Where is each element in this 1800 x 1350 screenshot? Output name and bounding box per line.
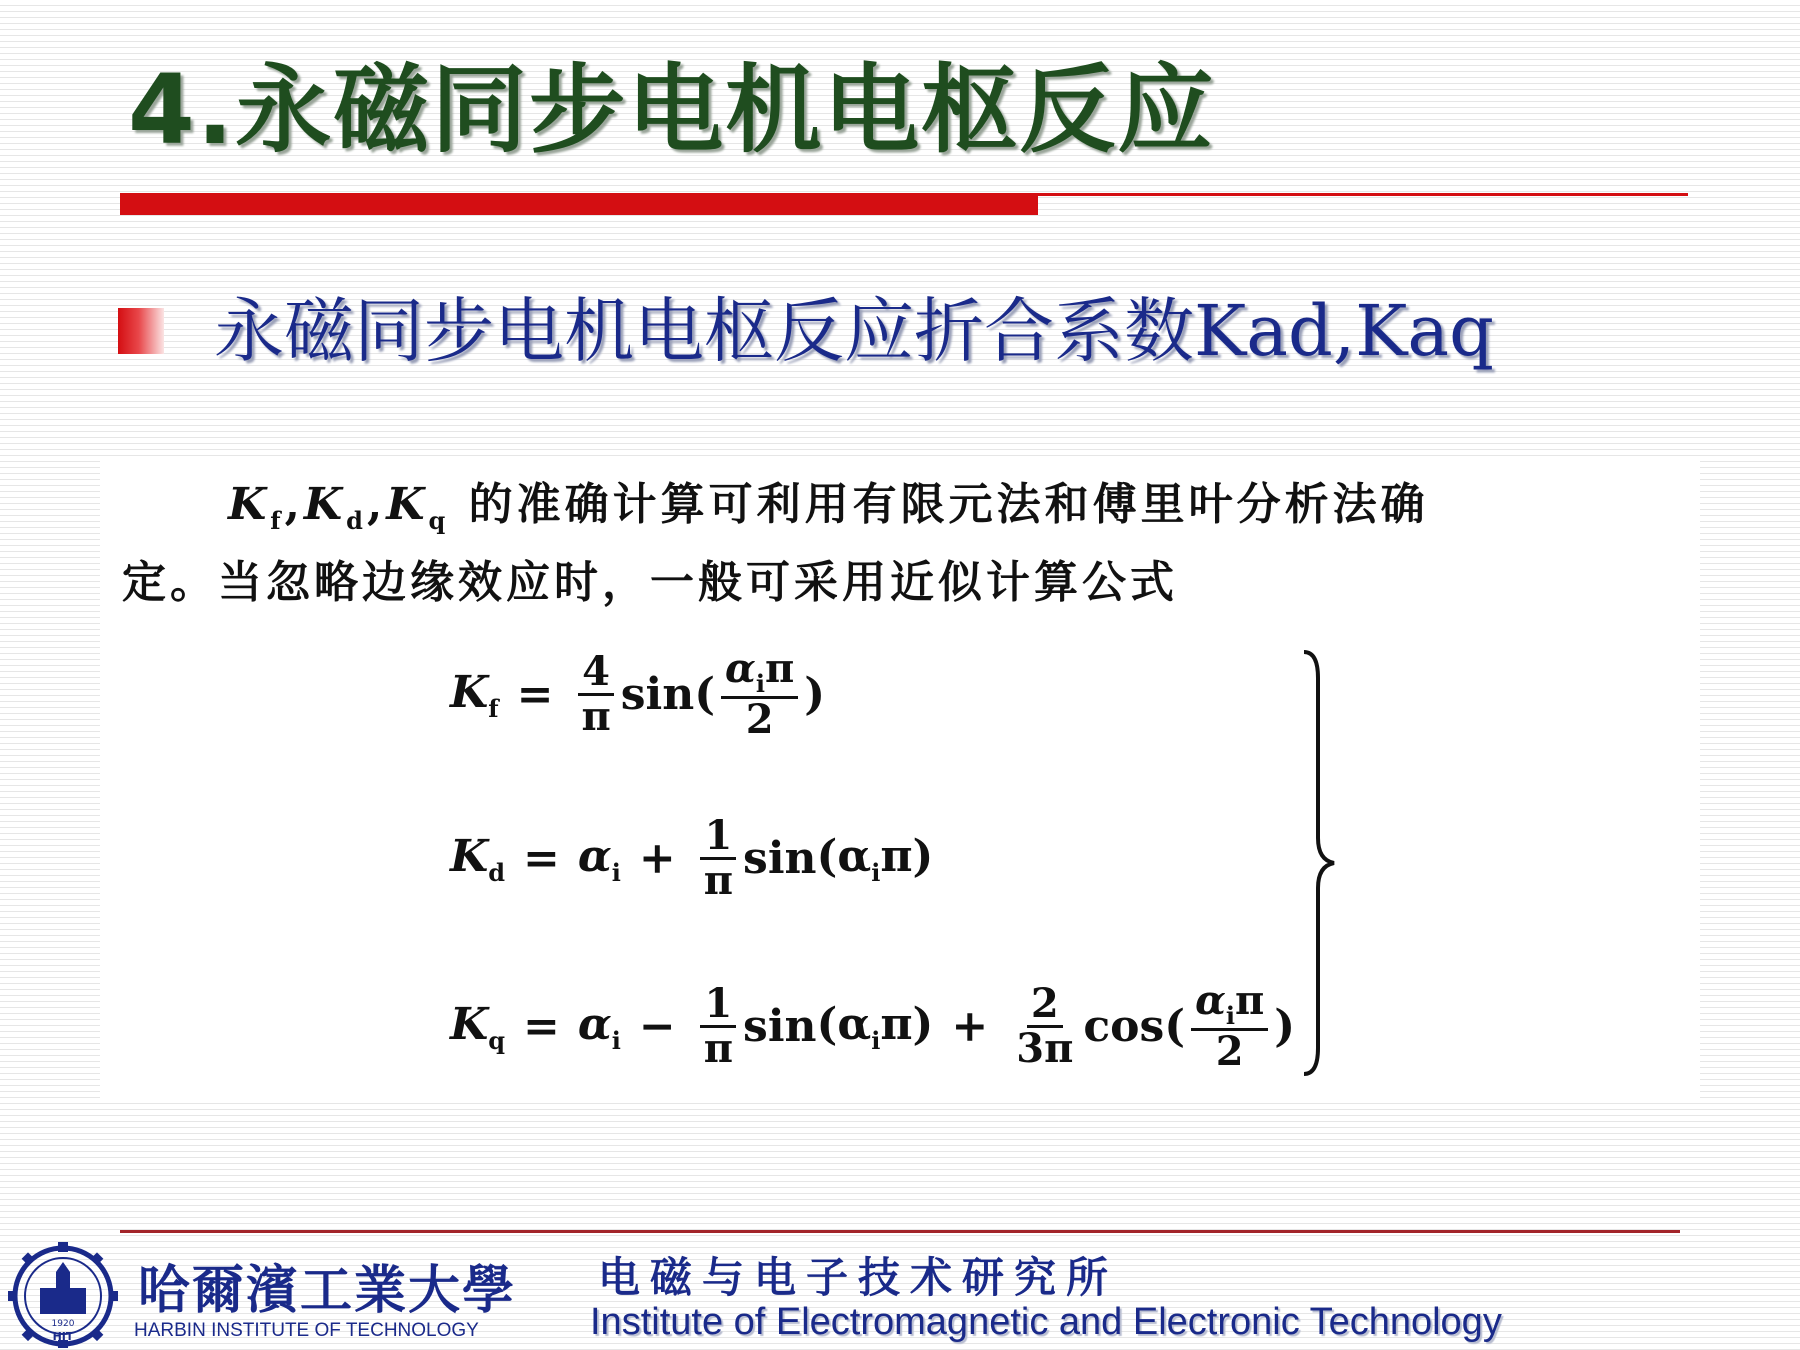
alpha-subscript: i [755, 669, 765, 698]
right-brace-icon [1300, 648, 1340, 1078]
denominator: 2 [745, 696, 774, 744]
function-name: sin [620, 669, 695, 721]
alpha-symbol: α [1195, 977, 1226, 1024]
formula-kd [450, 812, 934, 904]
fraction-argument [1191, 977, 1268, 1076]
plus-sign: + [951, 1001, 989, 1053]
symbol-kq [386, 479, 450, 535]
numerator [1191, 977, 1268, 1031]
formula-lhs [450, 831, 505, 887]
alpha-term [578, 999, 621, 1055]
function-name: sin [743, 1001, 817, 1053]
alpha-subscript: i [871, 1025, 881, 1055]
argument-close: π) [880, 830, 934, 882]
bullet-square-icon [118, 308, 164, 354]
denominator: π [703, 1025, 734, 1073]
symbol-k: K [386, 479, 429, 530]
symbol-k: K [228, 479, 271, 530]
alpha-subscript: i [871, 857, 881, 887]
equals-sign: = [523, 1001, 560, 1053]
bullet-text: 永磁同步电机电枢反应折合系数Kad,Kaq [214, 290, 1494, 372]
lhs-subscript: q [488, 1025, 506, 1055]
numerator: 1 [700, 983, 736, 1028]
numerator: 2 [1027, 983, 1063, 1028]
fraction-argument [721, 645, 798, 744]
denominator: 2 [1215, 1028, 1244, 1076]
numerator: 1 [700, 815, 736, 860]
plus-sign: + [638, 833, 676, 884]
paragraph-text-1: 的准确计算可利用有限元法和傅里叶分析法确 [468, 479, 1429, 530]
slide-title: 4.永磁同步电机电枢反应 [128, 54, 1216, 166]
university-name-cn: 哈爾濱工業大學 [138, 1260, 517, 1321]
alpha-symbol: α [725, 645, 756, 692]
alpha-subscript: i [1225, 1001, 1236, 1030]
paragraph-line-2: 定。当忽略边缘效应时，一般可采用近似计算公式 [122, 557, 1178, 608]
argument-close: π) [880, 998, 934, 1050]
minus-sign: − [638, 1001, 676, 1053]
logo-letters: HIT [52, 1330, 74, 1343]
fraction [577, 648, 614, 741]
title-underline-thin [1038, 193, 1688, 196]
alpha-subscript: i [611, 857, 621, 887]
symbol-kf [228, 479, 285, 535]
symbol-kd [303, 479, 367, 535]
university-name-en: HARBIN INSTITUTE OF TECHNOLOGY [134, 1320, 479, 1341]
alpha-symbol: α [577, 998, 612, 1050]
alpha-subscript: i [611, 1025, 621, 1055]
subscript-q: q [428, 506, 450, 535]
institute-name-cn: 电磁与电子技术研究所 [598, 1253, 1119, 1302]
argument-open: (α [816, 830, 872, 882]
formula-kf [450, 645, 826, 744]
lhs-subscript: d [488, 857, 506, 887]
fraction [700, 980, 737, 1073]
argument-open: (α [816, 998, 872, 1050]
denominator: π [703, 857, 734, 904]
function-name: sin [743, 833, 817, 884]
function-argument [817, 999, 934, 1055]
pi-symbol: π [764, 645, 795, 692]
paren-open: ( [1164, 1001, 1186, 1053]
paren-close: ) [1274, 1001, 1296, 1053]
institute-name-en: Institute of Electromagnetic and Electronic Technology [590, 1301, 1502, 1343]
lhs-symbol: K [450, 830, 489, 882]
numerator [721, 645, 798, 699]
function-name: cos [1083, 1001, 1165, 1053]
denominator: 3π [1016, 1025, 1074, 1073]
formula-panel [100, 458, 1700, 1103]
numerator: 4 [578, 651, 614, 696]
university-logo-icon [4, 1240, 122, 1348]
lhs-symbol: K [450, 998, 489, 1050]
logo-year: 1920 [51, 1319, 75, 1329]
paragraph-line-1: $K_f,K_d,K_q$ 的准确计算可利用有限元法和傅里叶分析法确 [228, 479, 1429, 535]
symbol-k: K [303, 479, 347, 530]
formula-kq [450, 977, 1296, 1076]
lhs-subscript: f [488, 693, 499, 723]
lhs-symbol: K [450, 666, 489, 718]
footer-divider [120, 1230, 1680, 1233]
alpha-term [578, 831, 621, 887]
pi-symbol: π [1235, 977, 1265, 1024]
denominator: π [581, 693, 611, 741]
paren-open: ( [694, 669, 716, 721]
fraction [700, 812, 737, 904]
formula-lhs [450, 667, 499, 723]
fraction [1012, 980, 1077, 1073]
title-underline-thick [120, 193, 1038, 215]
equals-sign: = [516, 669, 554, 721]
alpha-symbol: α [577, 830, 612, 882]
function-argument [817, 831, 934, 887]
formula-lhs [450, 999, 505, 1055]
paren-close: ) [804, 669, 826, 721]
subscript-f: f [270, 506, 285, 535]
equals-sign: = [523, 833, 560, 884]
subscript-d: d [346, 506, 367, 535]
